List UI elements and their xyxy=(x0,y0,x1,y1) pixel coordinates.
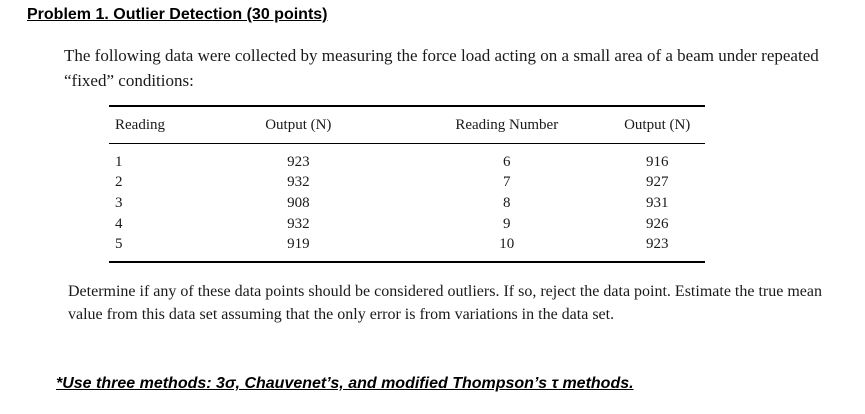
table-row xyxy=(109,193,705,214)
cell-output: 932 xyxy=(287,174,310,191)
cell-output: 926 xyxy=(645,215,669,232)
cell-reading: 4 xyxy=(115,215,123,232)
table-header-row xyxy=(109,107,705,143)
cell-output: 916 xyxy=(645,153,669,170)
cell-reading-number: 10 xyxy=(499,236,515,253)
cell-reading-number: 9 xyxy=(503,215,511,232)
cell-output: 919 xyxy=(287,236,310,253)
cell-reading-number: 8 xyxy=(503,194,511,211)
problem-title: Problem 1. Outlier Detection (30 points) xyxy=(27,6,328,23)
problem-intro: The following data were collected by measuring the force load acting on a small area of a beam under repeated “fixed” conditions: xyxy=(64,46,819,90)
header-reading: Reading xyxy=(115,116,165,133)
table-bottom-rule xyxy=(109,261,705,263)
cell-reading: 3 xyxy=(115,194,123,211)
cell-reading: 1 xyxy=(115,153,123,170)
table-body xyxy=(109,144,705,261)
cell-reading: 2 xyxy=(115,174,123,191)
methods-note: *Use three methods: 3σ, Chauvenet’s, and modified Thompson’s τ methods. xyxy=(56,375,634,392)
cell-output: 931 xyxy=(645,194,669,211)
data-table xyxy=(109,105,705,263)
table-row xyxy=(109,173,705,194)
table-row xyxy=(109,152,705,173)
header-output-1: Output (N) xyxy=(265,116,332,133)
cell-output: 908 xyxy=(287,194,310,211)
cell-output: 932 xyxy=(287,215,310,232)
table-row xyxy=(109,214,705,235)
cell-reading-number: 7 xyxy=(503,174,511,191)
cell-reading-number: 6 xyxy=(503,153,511,170)
cell-reading: 5 xyxy=(115,236,123,253)
header-reading-number: Reading Number xyxy=(455,116,559,133)
cell-output: 923 xyxy=(287,153,310,170)
problem-question: Determine if any of these data points should be considered outliers. If so, reject the data point. Estimate the true mean value from this data set assuming that the only error is from variations in the data set. xyxy=(68,283,822,323)
header-output-2: Output (N) xyxy=(624,116,691,133)
cell-output: 923 xyxy=(645,236,669,253)
cell-output: 927 xyxy=(645,174,669,191)
table-row xyxy=(109,234,705,255)
